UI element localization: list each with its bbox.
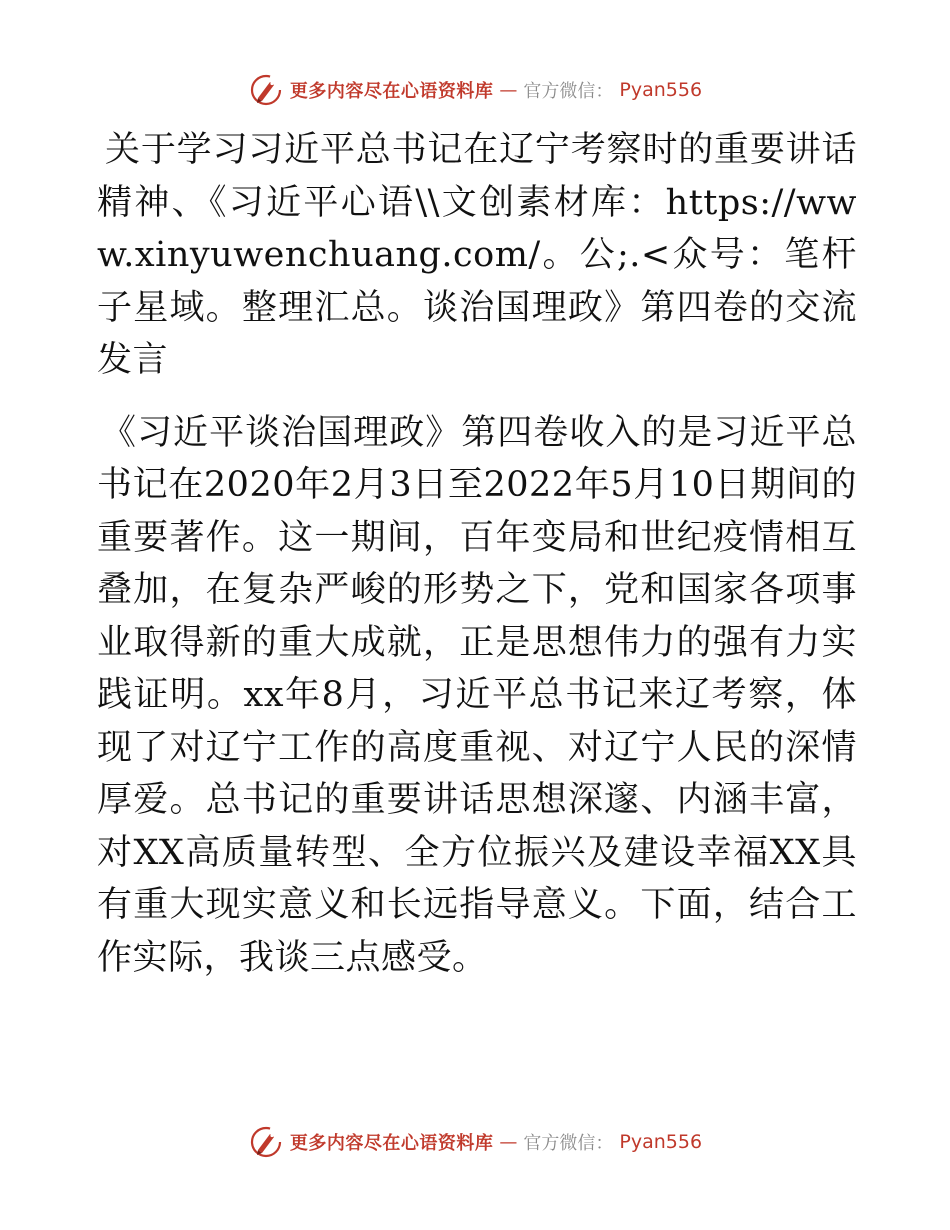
header-watermark [0, 70, 950, 110]
watermark-account: Pyan556 [619, 79, 703, 101]
document-title: 关于学习习近平总书记在辽宁考察时的重要讲话精神、《习近平心语\\文创素材库：https://www.xinyuwenchuang.com/。公;.<众号：笔杆子星域。整理汇总。谈治国理政》第四卷的交流发言 [97, 130, 857, 380]
pen-swirl-logo-icon [248, 72, 284, 108]
watermark-separator: — [499, 1131, 518, 1153]
watermark-account: Pyan556 [619, 1131, 703, 1153]
document-paragraph: 《习近平谈治国理政》第四卷收入的是习近平总书记在2020年2月3日至2022年5月10日期间的重要著作。这一期间，百年变局和世纪疫情相互叠加，在复杂严峻的形势之下，党和国家各项事业取得新的重大成就，正是思想伟力的强有力实践证明。xx年8月，习近平总书记来辽考察，体现了对辽宁工作的高度重视、对辽宁人民的深情厚爱。总书记的重要讲话思想深邃、内涵丰富，对XX高质量转型、全方位振兴及建设幸福XX具有重大现实意义和长远指导意义。下面，结合工作实际，我谈三点感受。 [97, 412, 857, 978]
watermark-label: 官方微信： [523, 81, 614, 102]
document-body [97, 124, 857, 984]
watermark-text: 更多内容尽在心语资料库 [289, 1133, 494, 1154]
watermark-text: 更多内容尽在心语资料库 [289, 81, 494, 102]
footer-watermark [0, 1122, 950, 1162]
watermark-label: 官方微信： [523, 1133, 614, 1154]
pen-swirl-logo-icon [248, 1124, 284, 1160]
watermark-separator: — [499, 79, 518, 101]
